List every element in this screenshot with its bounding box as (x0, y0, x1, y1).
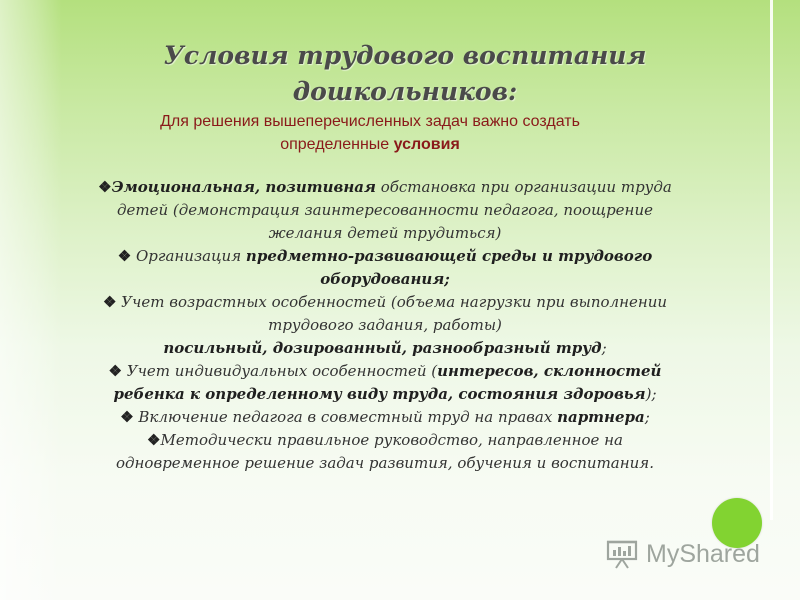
emphasis-text: оборудования; (320, 270, 450, 288)
left-decorative-strip (0, 0, 62, 600)
myshared-watermark (606, 536, 760, 572)
presentation-board-icon (606, 539, 640, 569)
list-item-line (70, 337, 700, 360)
diamond-bullet-icon: ❖ (102, 293, 117, 311)
list-item-partner (70, 406, 700, 429)
list-item-age (70, 291, 700, 314)
body-text: Учет возрастных особенностей (объема нагрузки при выполнении (116, 293, 668, 311)
diamond-bullet-icon: ❖ (117, 247, 132, 265)
subtitle-line-1: Для решения вышеперечисленных задач важно создать (160, 113, 580, 130)
slide-title (150, 38, 660, 110)
body-text: Учет индивидуальных особенностей ( (121, 362, 438, 380)
list-item-line: трудового задания, работы) (268, 316, 502, 334)
diamond-bullet-icon: ❖ (120, 408, 134, 426)
emphasis-text: ребенка к определенному виду труда, состояния здоровья (113, 385, 646, 403)
emphasis-text: посильный, дозированный, разнообразный труд (163, 339, 602, 357)
emphasis-text: предметно-развивающей среды и трудового (245, 247, 653, 265)
list-item-guidance (70, 429, 700, 452)
list-item-line (70, 383, 700, 406)
body-text: ; (644, 408, 650, 426)
conditions-list (70, 176, 700, 475)
emphasis-text: Эмоциональная, позитивная (111, 178, 376, 196)
right-decorative-line (770, 0, 773, 520)
body-text: обстановка при организации труда (375, 178, 672, 196)
subtitle-text: определенные (280, 136, 394, 153)
list-item-emotional (70, 176, 700, 199)
emphasis-text: интересов, склонностей (437, 362, 662, 380)
body-text: Включение педагога в совместный труд на правах (133, 408, 558, 426)
slide-subtitle (60, 110, 680, 156)
list-item-individual (70, 360, 700, 383)
list-item-line: детей (демонстрация заинтересованности педагога, поощрение (117, 201, 653, 219)
diamond-bullet-icon: ❖ (147, 431, 161, 449)
list-item-line (70, 268, 700, 291)
title-line-1: Условия трудового воспитания (163, 41, 647, 70)
title-line-2: дошкольников: (292, 77, 518, 106)
body-text: ; (601, 339, 607, 357)
watermark-text: MyShared (646, 539, 760, 568)
body-text: ); (645, 385, 657, 403)
subtitle-emphasis: условия (393, 136, 460, 153)
list-item-line: желания детей трудиться) (268, 224, 502, 242)
subtitle-line-2 (60, 133, 680, 156)
diamond-bullet-icon: ❖ (98, 178, 112, 196)
body-text: Методически правильное руководство, направленное на (160, 431, 623, 449)
list-item-line: одновременное решение задач развития, обучения и воспитания. (116, 454, 654, 472)
diamond-bullet-icon: ❖ (108, 362, 122, 380)
body-text: Организация (131, 247, 246, 265)
list-item-environment (70, 245, 700, 268)
emphasis-text: партнера (557, 408, 645, 426)
